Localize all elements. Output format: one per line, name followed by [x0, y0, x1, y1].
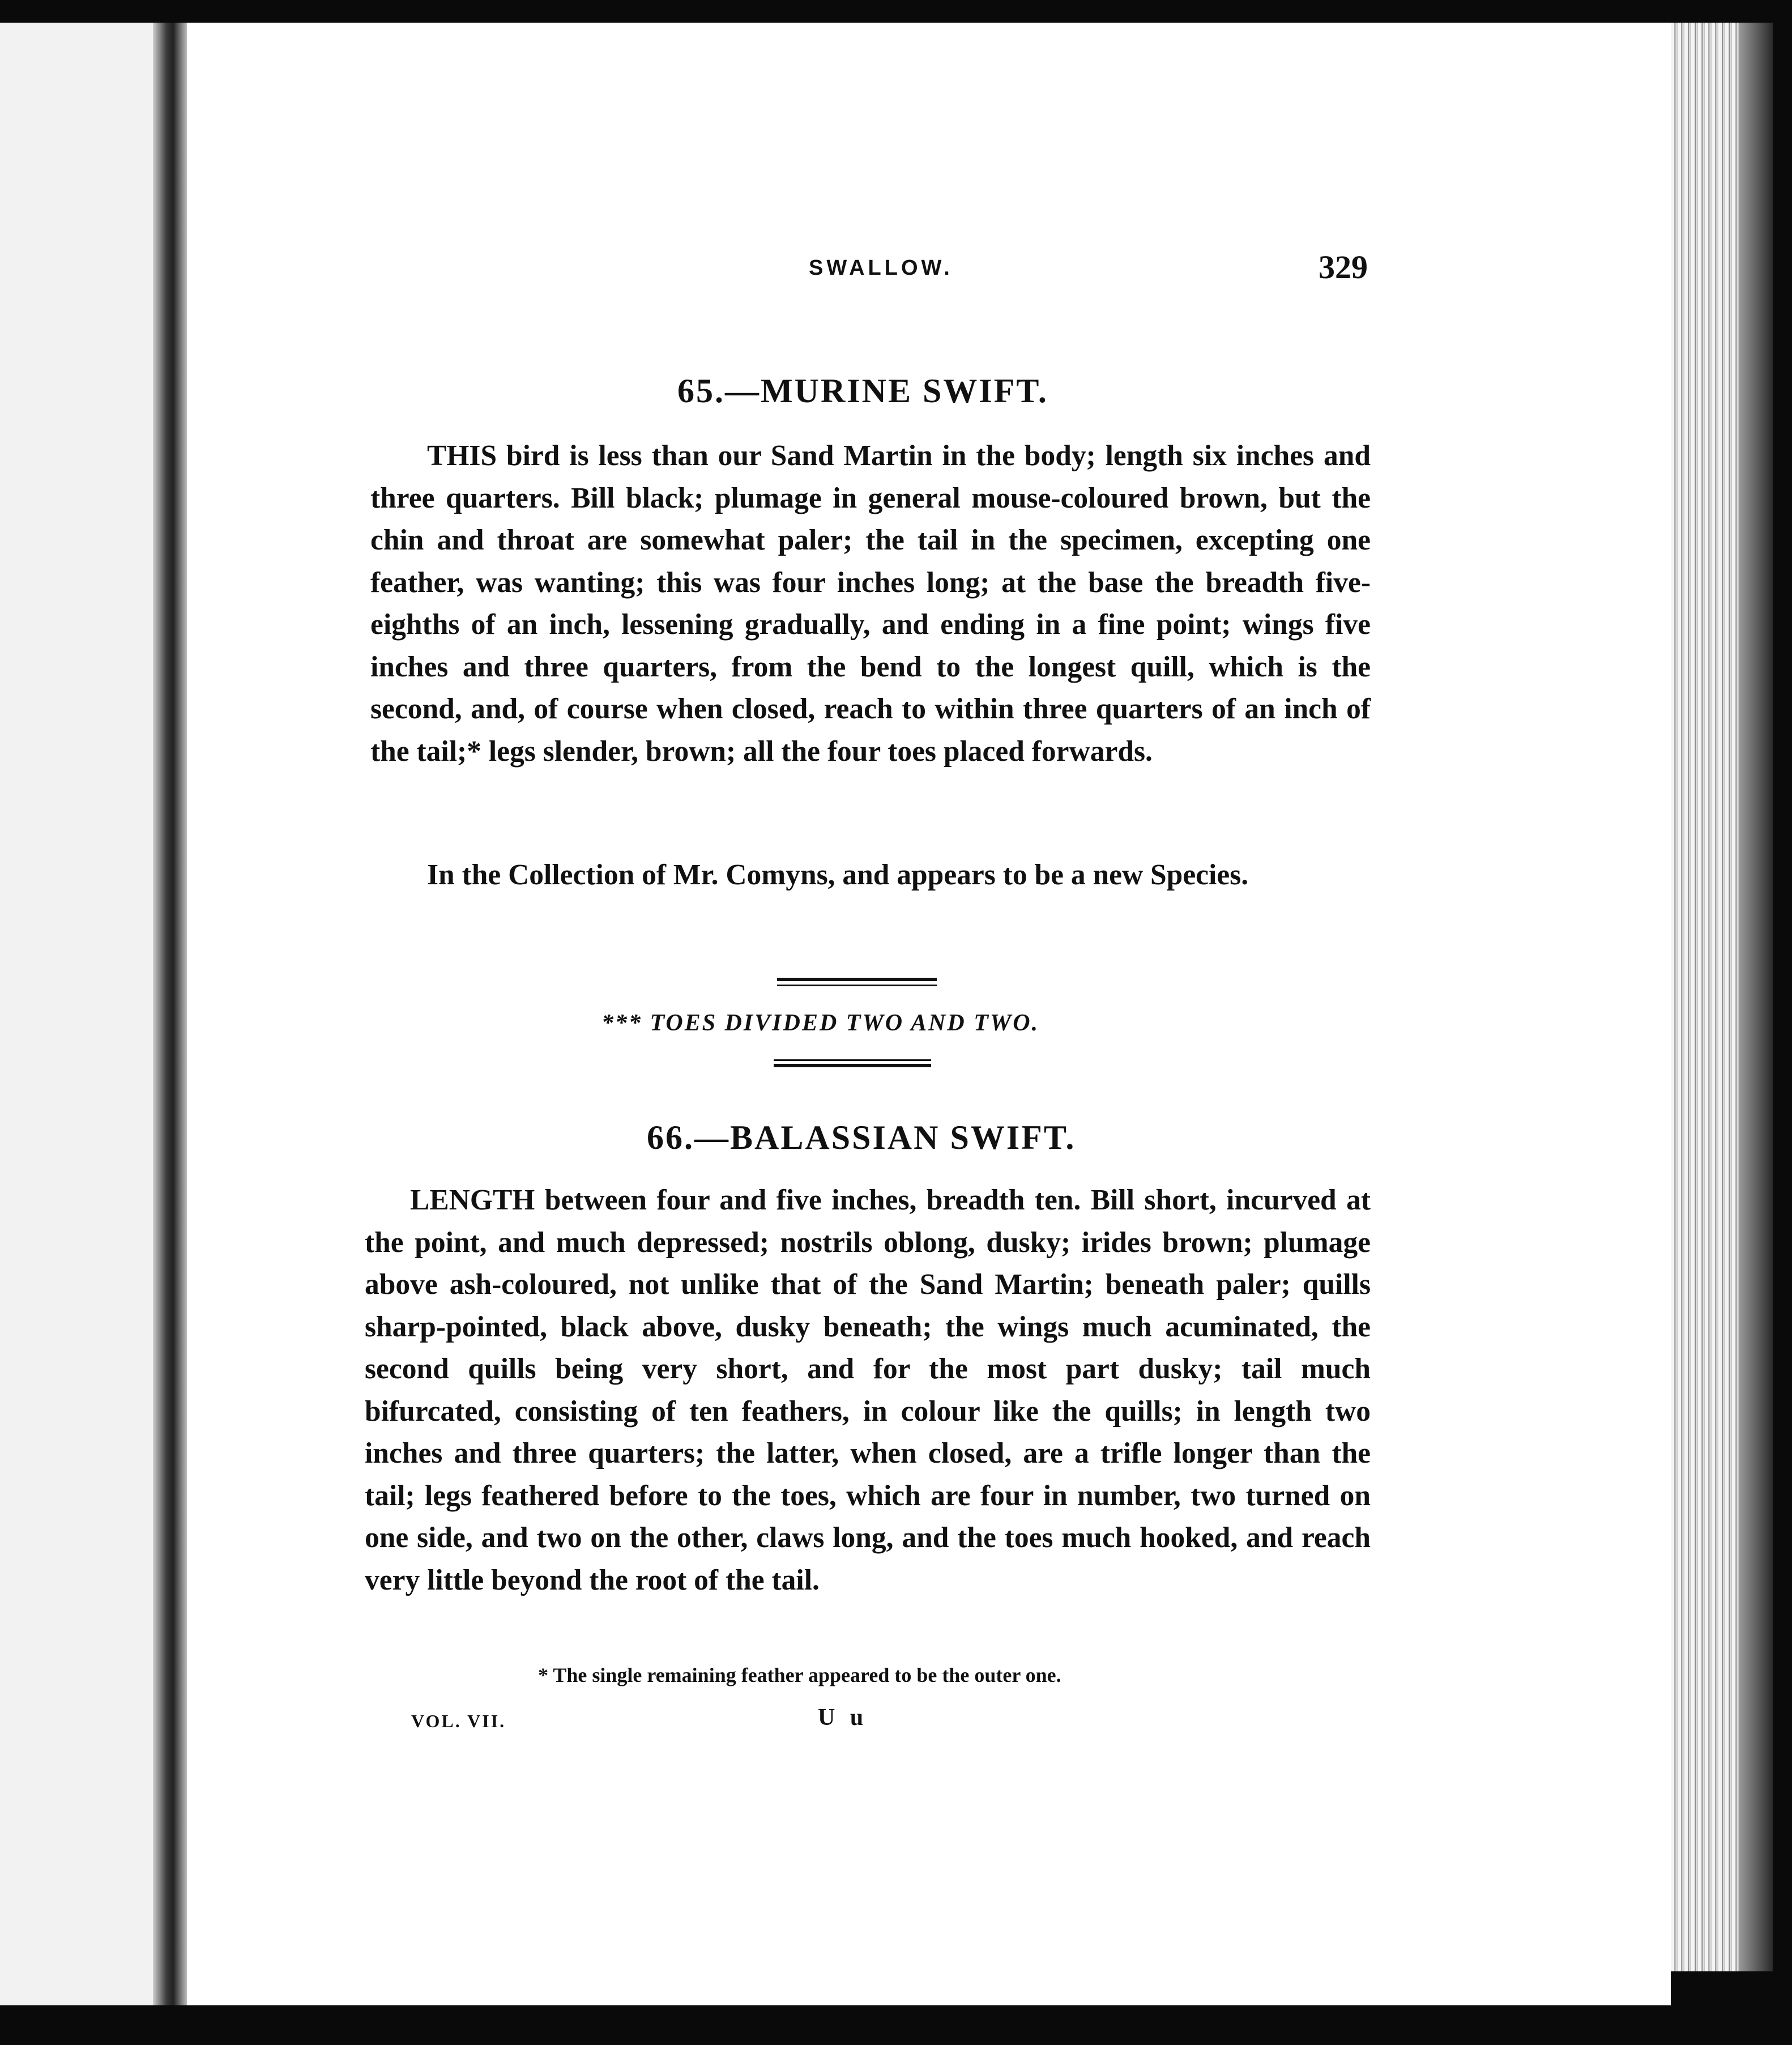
double-rule-bottom-thin — [774, 1059, 931, 1061]
murine-swift-description: THIS bird is less than our Sand Martin in the body; length six inches and three quarters. Bill black; plumage in general mouse-coloured brown, but the chin and throat are somewhat paler; the tail in the specimen, excepting one feather, was wanting; this was four inches long; at the base the breadth five-eighths of an inch, lessening gradually, and ending in a fine point; wings five inches and three quarters, from the bend to the longest quill, which is the second, and, of course when closed, reach to within three quarters of an inch of the tail;* legs slender, brown; all the four toes placed forwards. — [370, 440, 1371, 768]
signature-mark: U u — [818, 1705, 868, 1731]
page-edges-shadow — [1739, 23, 1773, 1971]
book-gutter — [153, 23, 187, 2005]
section-heading-balassian-swift: 66.—BALASSIAN SWIFT. — [647, 1119, 1076, 1156]
murine-swift-collection-note: In the Collection of Mr. Comyns, and appears to be a new Species. — [427, 859, 1249, 891]
double-rule-top-thin — [777, 985, 937, 986]
double-rule-top — [777, 978, 937, 981]
section-heading-murine-swift: 65.—MURINE SWIFT. — [677, 372, 1048, 410]
running-head: SWALLOW. — [809, 256, 953, 280]
footnote: * The single remaining feather appeared to be the outer one. — [538, 1664, 1061, 1686]
subdivision-heading: *** TOES DIVIDED TWO AND TWO. — [601, 1010, 1040, 1036]
page-number: 329 — [1319, 249, 1368, 286]
balassian-swift-description: LENGTH between four and five inches, breadth ten. Bill short, incurved at the point, and much depressed; nostrils oblong, dusky; irides brown; plumage above ash-coloured, not unlike that of the Sand Martin; beneath paler; quills sharp-pointed, black above, dusky beneath; the wings much acuminated, the second quills being very short, and for the most part dusky; tail much bifurcated, consisting of ten feathers, in colour like the quills; in length two inches and three quarters; the latter, when closed, are a trifle longer than the tail; legs feathered before to the toes, which are four in number, two turned on one side, and two on the other, claws long, and the toes much hooked, and reach very little beyond the root of the tail. — [365, 1184, 1371, 1596]
left-page-edge — [0, 23, 153, 2005]
volume-mark: VOL. VII. — [411, 1711, 506, 1731]
double-rule-bottom — [774, 1064, 931, 1067]
